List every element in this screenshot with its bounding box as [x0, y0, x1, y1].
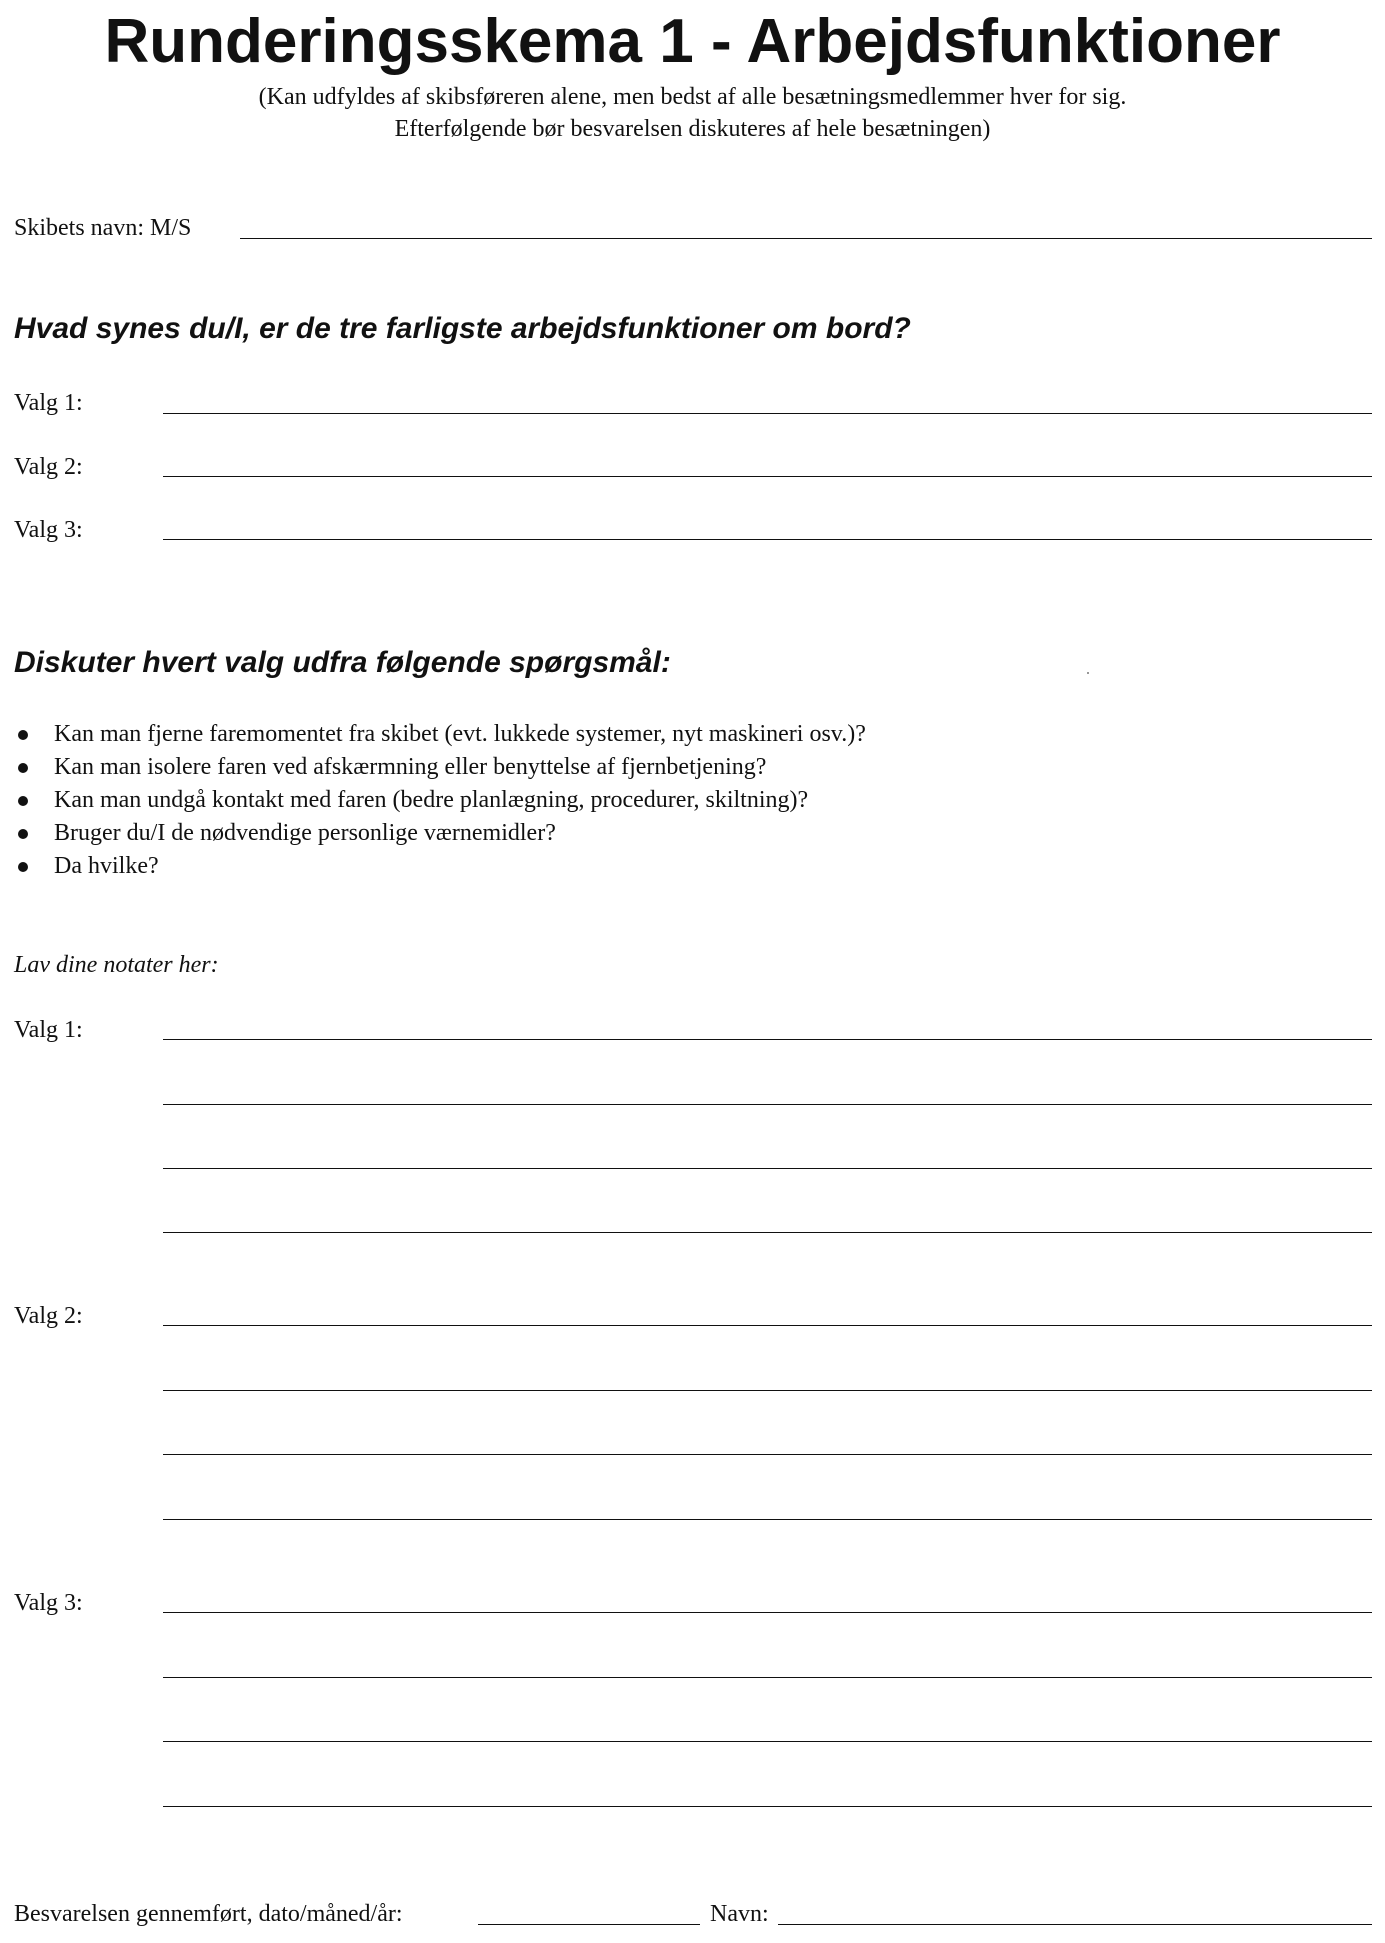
notes-choice-label-3: Valg 3:	[14, 1590, 83, 1616]
question-heading-discussion: Diskuter hvert valg udfra følgende spørgsmål:	[14, 646, 671, 679]
list-item-text: Bruger du/I de nødvendige personlige værnemidler?	[54, 820, 556, 846]
form-instructions-line-2: Efterfølgende bør besvarelsen diskuteres af hele besætningen)	[394, 116, 991, 142]
form-title: Runderingsskema 1 - Arbejdsfunktioner	[104, 7, 1281, 76]
list-item	[14, 817, 866, 850]
notes-choice-1-line-3[interactable]	[163, 1168, 1372, 1169]
ship-name-field[interactable]	[240, 238, 1372, 239]
bullet-icon	[18, 763, 28, 773]
discussion-question-list	[14, 718, 866, 883]
choice-1-field[interactable]	[163, 413, 1372, 414]
scan-speck	[1087, 672, 1089, 674]
list-item-text: Da hvilke?	[54, 853, 159, 879]
bullet-icon	[18, 829, 28, 839]
notes-choice-1-line-1[interactable]	[163, 1039, 1372, 1040]
bullet-icon	[18, 796, 28, 806]
notes-choice-2-line-2[interactable]	[163, 1390, 1372, 1391]
bullet-icon	[18, 862, 28, 872]
notes-choice-1-line-4[interactable]	[163, 1232, 1372, 1233]
notes-heading: Lav dine notater her:	[14, 952, 219, 978]
choice-label-1: Valg 1:	[14, 390, 83, 416]
notes-choice-3-line-3[interactable]	[163, 1741, 1372, 1742]
choice-3-field[interactable]	[163, 539, 1372, 540]
respondent-name-field[interactable]	[778, 1924, 1372, 1925]
notes-choice-label-1: Valg 1:	[14, 1017, 83, 1043]
choice-label-2: Valg 2:	[14, 454, 83, 480]
list-item	[14, 751, 866, 784]
list-item-text: Kan man isolere faren ved afskærmning eller benyttelse af fjernbetjening?	[54, 754, 767, 780]
choice-2-field[interactable]	[163, 476, 1372, 477]
list-item	[14, 718, 866, 751]
completion-date-label: Besvarelsen gennemført, dato/måned/år:	[14, 1901, 403, 1927]
bullet-icon	[18, 730, 28, 740]
notes-choice-2-line-1[interactable]	[163, 1325, 1372, 1326]
list-item	[14, 784, 866, 817]
notes-choice-1-line-2[interactable]	[163, 1104, 1372, 1105]
notes-choice-label-2: Valg 2:	[14, 1303, 83, 1329]
notes-choice-2-line-3[interactable]	[163, 1454, 1372, 1455]
ship-name-label: Skibets navn: M/S	[14, 215, 192, 241]
notes-choice-2-line-4[interactable]	[163, 1519, 1372, 1520]
notes-choice-3-line-2[interactable]	[163, 1677, 1372, 1678]
respondent-name-label: Navn:	[710, 1901, 769, 1927]
notes-choice-3-line-1[interactable]	[163, 1612, 1372, 1613]
list-item	[14, 850, 866, 883]
completion-date-field[interactable]	[478, 1924, 700, 1925]
list-item-text: Kan man undgå kontakt med faren (bedre planlægning, procedurer, skiltning)?	[54, 787, 809, 813]
notes-choice-3-line-4[interactable]	[163, 1806, 1372, 1807]
choice-label-3: Valg 3:	[14, 517, 83, 543]
list-item-text: Kan man fjerne faremomentet fra skibet (evt. lukkede systemer, nyt maskineri osv.)?	[54, 721, 866, 747]
question-heading-dangerous-tasks: Hvad synes du/I, er de tre farligste arbejdsfunktioner om bord?	[14, 312, 911, 345]
form-instructions-line-1: (Kan udfyldes af skibsføreren alene, men bedst af alle besætningsmedlemmer hver for sig.	[258, 84, 1127, 110]
